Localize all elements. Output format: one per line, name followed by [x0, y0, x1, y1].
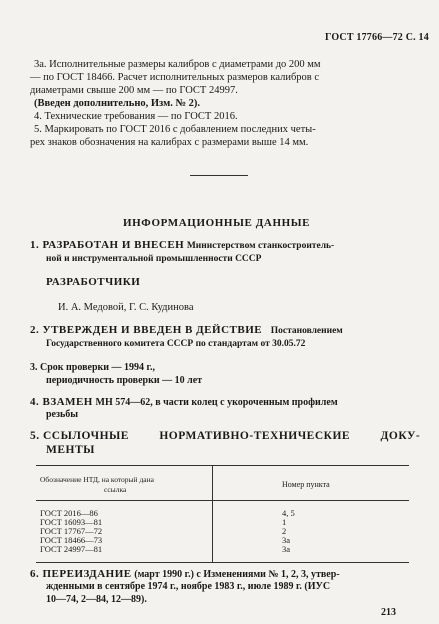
table-col1-header-line1: Обозначение НТД, на который дана [40, 475, 154, 484]
section-6-line3: 10—74, 2—84, 12—89). [46, 594, 147, 605]
table-row-item: 3а [282, 544, 291, 554]
table-top-rule [36, 465, 409, 466]
table-header-rule [36, 500, 409, 501]
section-6-text: (март 1990 г.) с Изменениями № 1, 2, 3, утвер- [134, 569, 340, 580]
table-col2-header: Номер пункта [282, 480, 330, 489]
table-row-doc: ГОСТ 16093—81 [40, 517, 103, 527]
para-3a-amendment-note: (Введен дополнительно, Изм. № 2). [34, 98, 201, 109]
table-column-divider [212, 465, 213, 562]
section-3-line2: периодичность проверки — 10 лет [46, 375, 203, 386]
info-title: ИНФОРМАЦИОННЫЕ ДАННЫЕ [123, 217, 311, 229]
table-row-doc: ГОСТ 18466—73 [40, 535, 103, 545]
para-5-line2: рех знаков обозначения на калибрах с размерами выше 14 мм. [30, 137, 309, 148]
para-3a-line2: — по ГОСТ 18466. Расчет исполнительных размеров калибров с [30, 72, 320, 83]
section-1-line1 [30, 238, 334, 253]
table-col1-header-line2: ссылка [104, 485, 127, 494]
section-4-line2: резьбы [46, 409, 79, 420]
section-4-heading: 4. ВЗАМЕН [30, 396, 93, 408]
para-4: 4. Технические требования — по ГОСТ 2016. [34, 111, 238, 122]
section-2-line1 [30, 323, 343, 338]
section-4-text: МН 574—62, в части колец с укороченным профилем [95, 397, 338, 408]
section-divider [190, 175, 248, 176]
table-row-doc: ГОСТ 2016—86 [40, 508, 98, 518]
developers-names: И. А. Медовой, Г. С. Кудинова [58, 302, 194, 313]
section-3-line1: 3. Срок проверки — 1994 г., [30, 362, 155, 373]
section-1-line2: ной и инструментальной промышленности СССР [46, 254, 262, 264]
table-row-doc: ГОСТ 17767—72 [40, 526, 103, 536]
para-3a-line1: 3а. Исполнительные размеры калибров с диаметрами до 200 мм [34, 59, 321, 70]
section-2-line2: Государственного комитета СССР по стандартам от 30.05.72 [46, 339, 306, 349]
page-number: 213 [381, 607, 396, 618]
table-row-item: 4, 5 [282, 508, 295, 518]
section-5-line2: МЕНТЫ [46, 444, 95, 456]
section-1-heading: 1. РАЗРАБОТАН И ВНЕСЕН [30, 239, 185, 251]
para-3a-line3: диаметрами свыше 200 мм — по ГОСТ 24997. [30, 85, 238, 96]
section-1-text: Министерством станкостроитель- [186, 241, 335, 251]
section-6-heading: 6. ПЕРЕИЗДАНИЕ [30, 568, 132, 580]
section-5-line1: 5. ССЫЛОЧНЫЕ НОРМАТИВНО-ТЕХНИЧЕСКИЕ ДОКУ- [30, 430, 421, 442]
table-row-item: 3а [282, 535, 291, 545]
table-row-item: 2 [282, 526, 287, 536]
developers-heading: РАЗРАБОТЧИКИ [46, 276, 141, 288]
section-2-heading: 2. УТВЕРЖДЕН И ВВЕДЕН В ДЕЙСТВИЕ [30, 324, 263, 336]
table-row-doc: ГОСТ 24997—81 [40, 544, 103, 554]
section-2-text: Постановлением [270, 326, 343, 336]
table-bottom-rule [36, 562, 409, 563]
para-5-line1: 5. Маркировать по ГОСТ 2016 с добавлением последних четы- [34, 124, 316, 135]
table-row-item: 1 [282, 517, 287, 527]
page-header-ref: ГОСТ 17766—72 С. 14 [325, 32, 429, 43]
section-6-line2: жденными в сентябре 1974 г., ноябре 1983 г., июле 1989 г. (ИУС [46, 581, 331, 592]
